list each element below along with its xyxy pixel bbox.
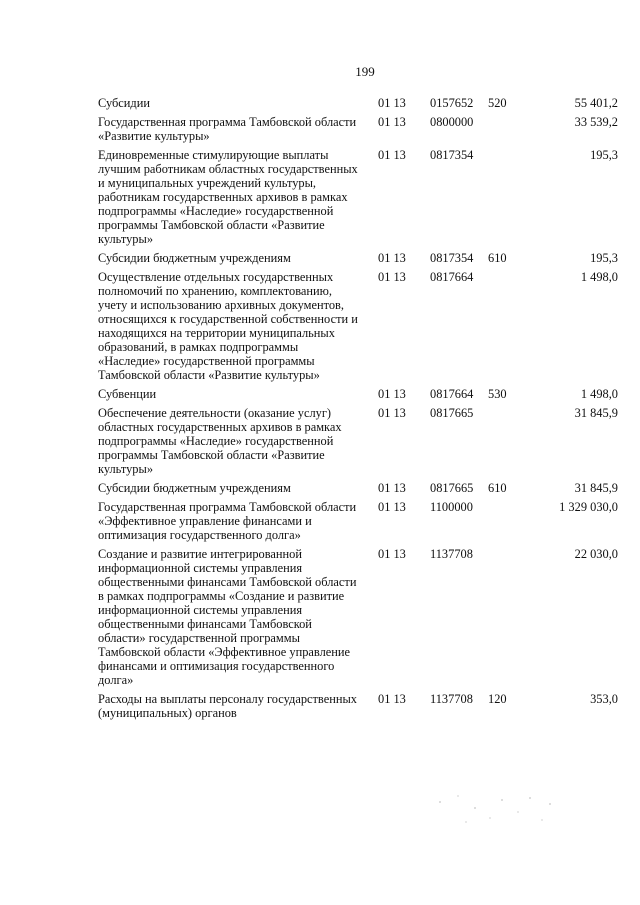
row-code: 0817665	[430, 406, 474, 420]
row-name: Государственная программа Тамбовской области «Развитие культуры»	[98, 115, 357, 143]
row-name: Субсидии	[98, 96, 150, 110]
row-code: 0800000	[430, 115, 474, 129]
row-amount: 195,3	[590, 148, 618, 162]
row-amount: 33 539,2	[574, 115, 618, 129]
row-amount: 1 329 030,0	[559, 500, 618, 514]
row-amount: 31 845,9	[574, 481, 618, 495]
row-section: 01 13	[378, 692, 406, 706]
row-name: Субсидии бюджетным учреждениям	[98, 481, 291, 495]
row-expense-type: 610	[488, 481, 507, 495]
row-section: 01 13	[378, 270, 406, 284]
row-section: 01 13	[378, 115, 406, 129]
row-code: 1137708	[430, 547, 473, 561]
row-name: Единовременные стимулирующие выплаты лучшим работникам областных государственных и муниципальных учреждений культуры, работникам государственных архивов в рамках подпрограммы «Наследие» государственной программы Тамбовской области «Развитие культуры»	[98, 148, 358, 246]
row-section: 01 13	[378, 96, 406, 110]
row-section: 01 13	[378, 148, 406, 162]
table-row	[98, 545, 618, 690]
row-expense-type	[488, 498, 518, 545]
row-section: 01 13	[378, 547, 406, 561]
table-row	[98, 498, 618, 545]
row-name: Государственная программа Тамбовской области «Эффективное управление финансами и оптимизация государственного долга»	[98, 500, 357, 542]
row-code: 1137708	[430, 692, 473, 706]
row-name: Создание и развитие интегрированной информационной системы управления общественными финансами Тамбовской области в рамках подпрограммы «Создание и развитие информационной системы управления общественными финансами Тамбовской области» государственной программы Тамбовской области «Эффективное управление финансами и оптимизация государственного долга»	[98, 547, 357, 687]
table-row	[98, 249, 618, 268]
row-name: Расходы на выплаты персоналу государственных (муниципальных) органов	[98, 692, 357, 720]
row-expense-type: 530	[488, 387, 507, 401]
row-expense-type: 520	[488, 96, 507, 110]
table-row	[98, 404, 618, 479]
table-row	[98, 479, 618, 498]
table-row	[98, 94, 618, 113]
row-code: 0817354	[430, 148, 474, 162]
row-amount: 195,3	[590, 251, 618, 265]
row-name: Обеспечение деятельности (оказание услуг) областных государственных архивов в рамках подпрограммы «Наследие» государственной программы Тамбовской области «Развитие культуры»	[98, 406, 342, 476]
scan-noise-marks	[430, 790, 560, 830]
row-code: 0157652	[430, 96, 474, 110]
row-amount: 353,0	[590, 692, 618, 706]
page-number: 199	[355, 64, 375, 79]
row-name: Субвенции	[98, 387, 157, 401]
row-code: 0817664	[430, 270, 474, 284]
row-name: Субсидии бюджетным учреждениям	[98, 251, 291, 265]
row-section: 01 13	[378, 500, 406, 514]
row-expense-type	[488, 404, 518, 479]
row-amount: 22 030,0	[574, 547, 618, 561]
row-section: 01 13	[378, 251, 406, 265]
row-expense-type	[488, 545, 518, 690]
table-row	[98, 385, 618, 404]
table-row	[98, 113, 618, 146]
table-row	[98, 146, 618, 249]
row-amount: 55 401,2	[574, 96, 618, 110]
row-section: 01 13	[378, 406, 406, 420]
row-expense-type	[488, 146, 518, 249]
row-amount: 1 498,0	[580, 270, 618, 284]
row-code: 0817664	[430, 387, 474, 401]
row-section: 01 13	[378, 481, 406, 495]
row-expense-type	[488, 113, 518, 146]
row-expense-type: 120	[488, 692, 507, 706]
budget-table	[98, 94, 618, 723]
row-expense-type: 610	[488, 251, 507, 265]
table-row	[98, 690, 618, 723]
row-code: 1100000	[430, 500, 473, 514]
row-expense-type	[488, 268, 518, 385]
row-code: 0817354	[430, 251, 474, 265]
row-section: 01 13	[378, 387, 406, 401]
table-row	[98, 268, 618, 385]
row-code: 0817665	[430, 481, 474, 495]
row-amount: 31 845,9	[574, 406, 618, 420]
row-name: Осуществление отдельных государственных полномочий по хранению, комплектованию, учету и использованию архивных документов, относящихся к государственной собственности и находящихся на территории муниципальных образований, в рамках подпрограммы «Наследие» государственной программы Тамбовской области «Развитие культуры»	[98, 270, 358, 382]
row-amount: 1 498,0	[580, 387, 618, 401]
